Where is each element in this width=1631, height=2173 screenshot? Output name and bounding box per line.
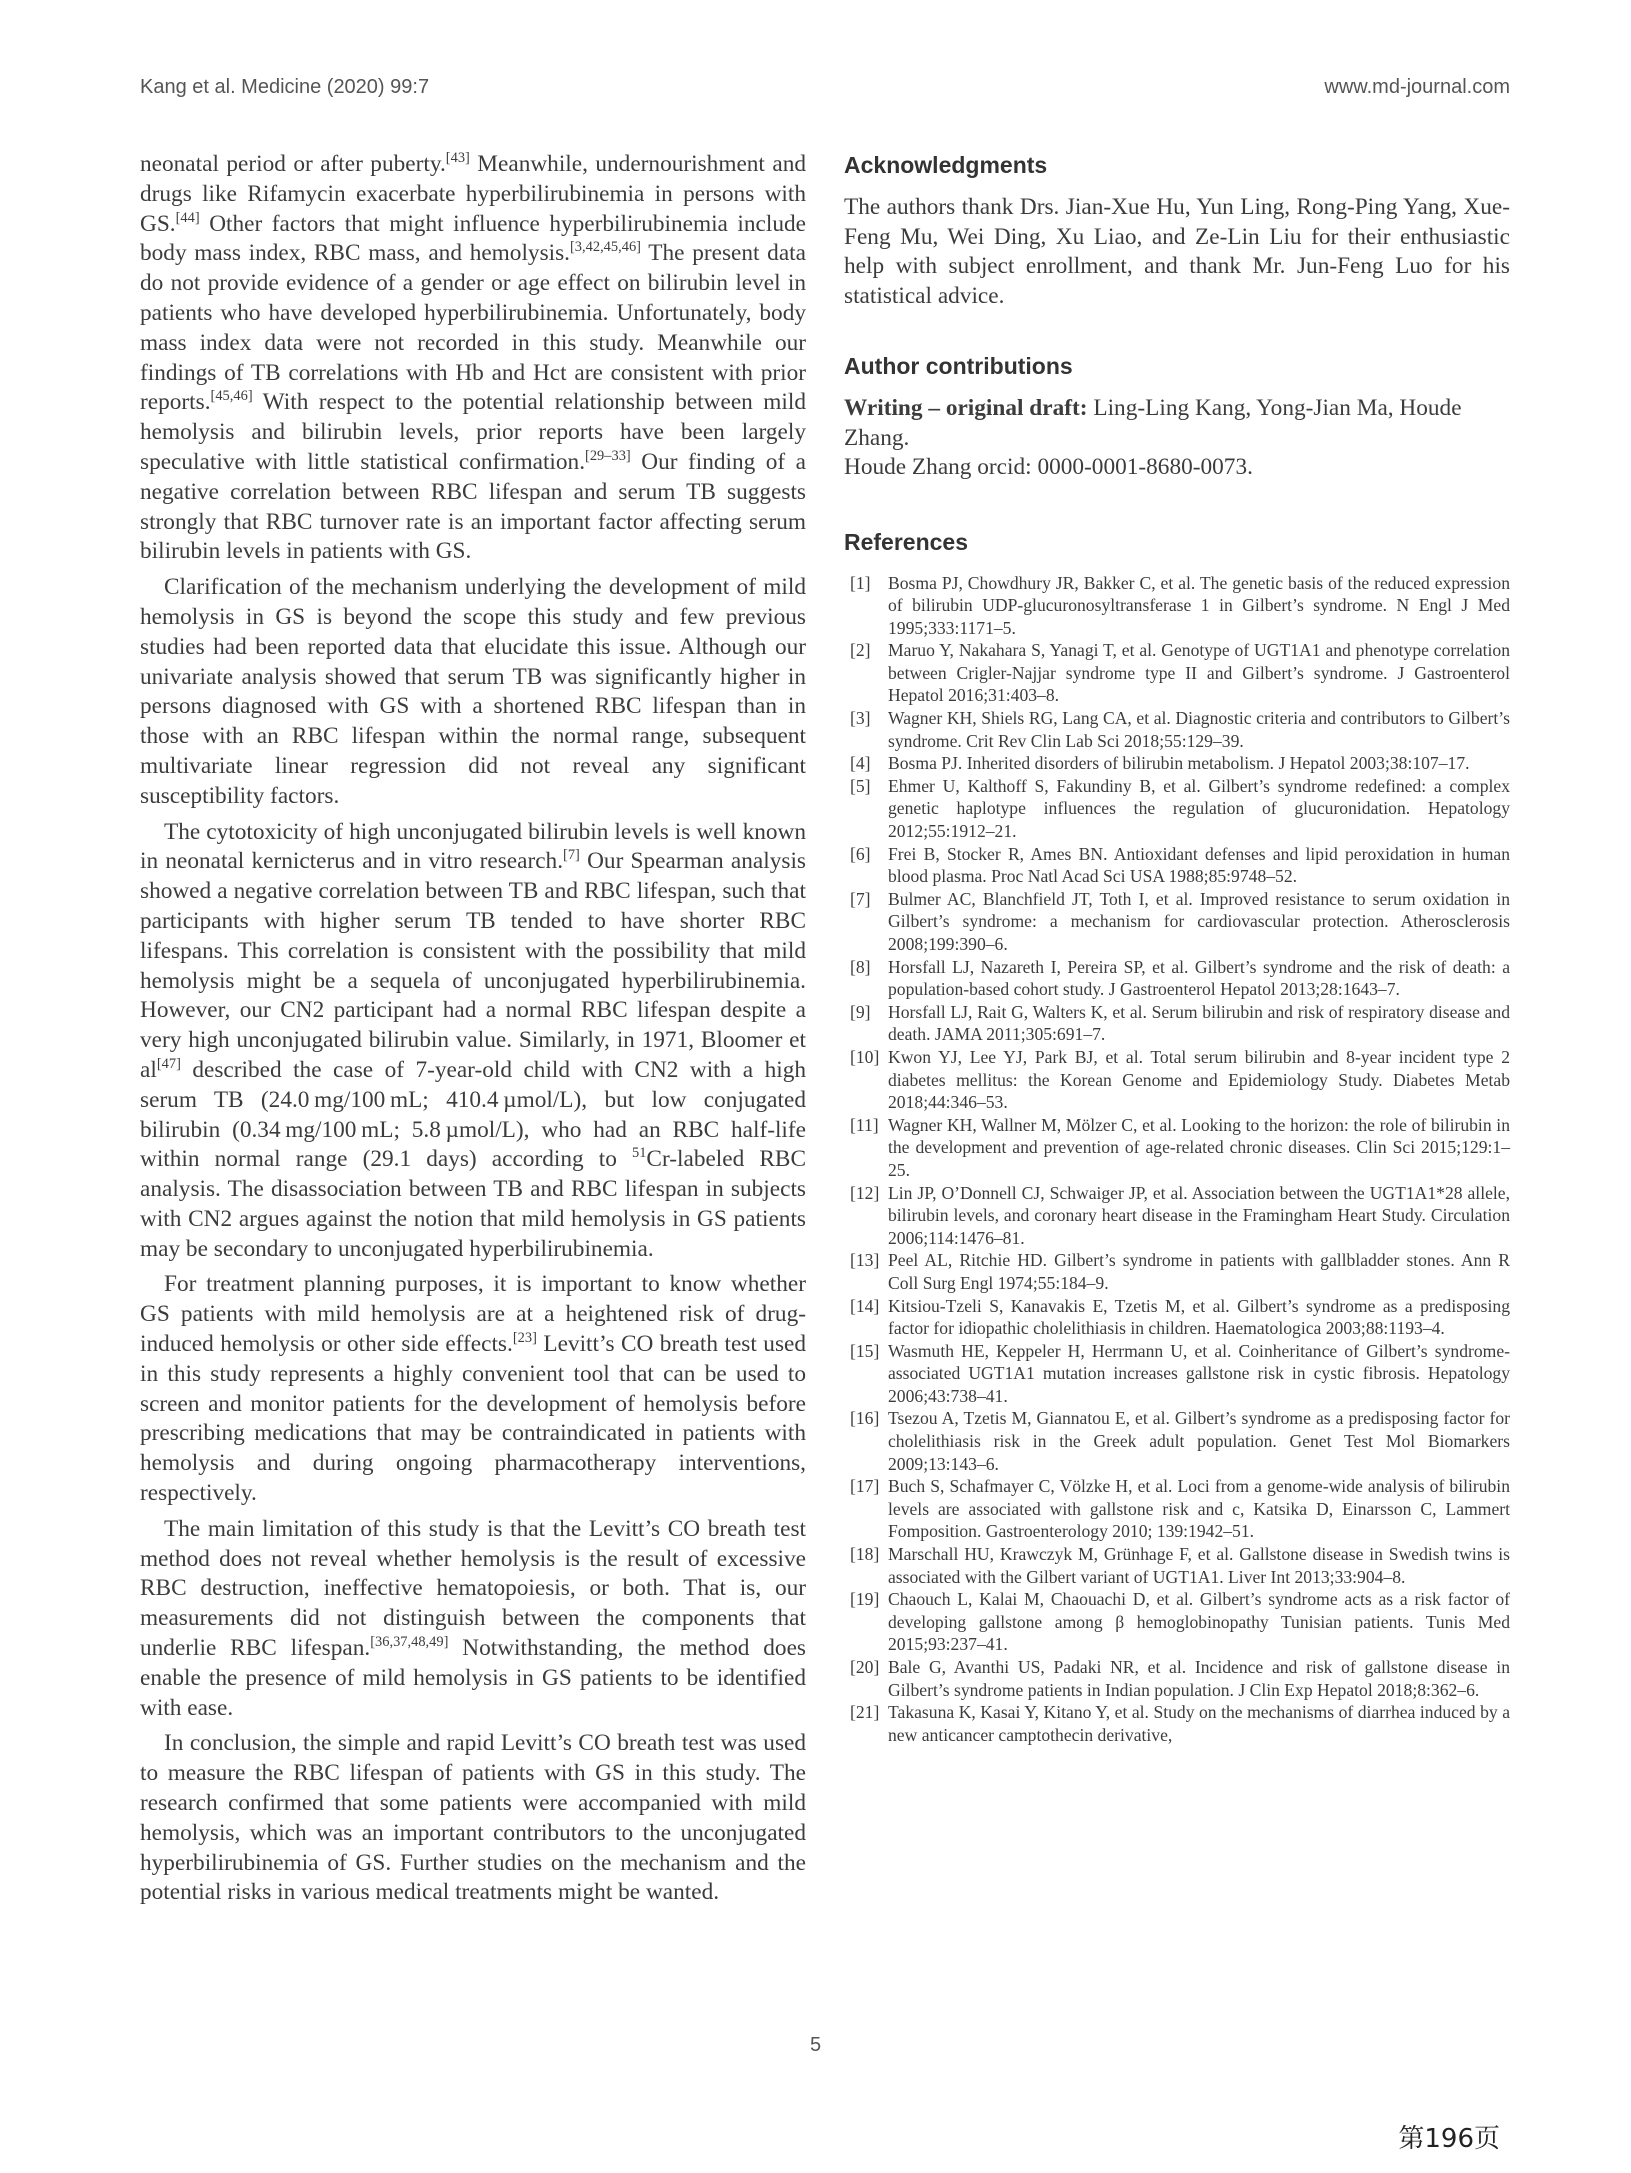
- reference-text: Bale G, Avanthi US, Padaki NR, et al. Incidence and risk of gallstone disease in Gilbert’s syndrome patients in Indian population. J Clin Exp Hepatol 2018;8:362–6.: [888, 1657, 1510, 1700]
- body-paragraph: [140, 1729, 806, 1908]
- reference-number: [9]: [850, 1001, 871, 1022]
- reference-number: [19]: [850, 1589, 880, 1610]
- reference-item: [844, 1182, 1510, 1250]
- citation-superscript[interactable]: 51: [631, 1145, 647, 1162]
- reference-item: [844, 843, 1510, 888]
- citation-superscript[interactable]: [3,42,45,46]: [570, 239, 641, 256]
- reference-item: [844, 775, 1510, 843]
- role-names: Ling-Ling Kang, Yong-Jian Ma, Houde Zhang.: [844, 395, 1462, 451]
- body-paragraph: [140, 573, 806, 811]
- text-run: Other factors that might influence hyperbilirubinemia include body mass index, RBC mass, and hemolysis.: [140, 210, 806, 267]
- reference-text: Bulmer AC, Blanchfield JT, Toth I, et al. Improved resistance to serum oxidation in Gilbert’s syndrome: a mechanism for cardiovascular protection. Atherosclerosis 2008;199:390–6.: [888, 888, 1510, 954]
- reference-text: Horsfall LJ, Rait G, Walters K, et al. Serum bilirubin and risk of respiratory disease and death. JAMA 2011;305:691–7.: [888, 1001, 1510, 1045]
- reference-number: [20]: [850, 1657, 880, 1677]
- reference-item: [844, 639, 1510, 707]
- reference-text: Buch S, Schafmayer C, Völzke H, et al. Loci from a genome-wide analysis of bilirubin levels are associated with gallstone risk and c, Katsika D, Einarsson C, Lammert Fomposition. Gastroenterology 2010; 139:1942–51.: [888, 1476, 1510, 1542]
- reference-number: [6]: [850, 843, 871, 864]
- citation-superscript[interactable]: [23]: [512, 1330, 537, 1347]
- citation-superscript[interactable]: [7]: [563, 847, 580, 864]
- reference-number: [5]: [850, 775, 871, 796]
- reference-number: [4]: [850, 753, 871, 774]
- orcid-line: Houde Zhang orcid: 0000-0001-8680-0073.: [844, 454, 1253, 480]
- reference-number: [15]: [850, 1340, 880, 1361]
- reference-text: Horsfall LJ, Nazareth I, Pereira SP, et al. Gilbert’s syndrome and the risk of death: a population-based cohort study. J Gastroenterol Hepatol 2013;28:1643–7.: [888, 956, 1510, 1000]
- reference-item: [844, 707, 1510, 752]
- reference-text: Chaouch L, Kalai M, Chaouachi D, et al. Gilbert’s syndrome acts as a risk factor of developing gallstone among β hemoglobinopathy Tunisian patients. Tunis Med 2015;93:237–41.: [888, 1589, 1510, 1655]
- role-label: Writing – original draft:: [844, 395, 1088, 421]
- author-contributions-heading: Author contributions: [844, 353, 1073, 379]
- text-run: With respect to the potential relationship between mild hemolysis and bilirubin levels, prior reports have been largely speculative with little statistical confirmation.: [140, 389, 806, 475]
- reference-number: [1]: [850, 572, 871, 593]
- reference-number: [11]: [850, 1114, 879, 1135]
- reference-text: Frei B, Stocker R, Ames BN. Antioxidant defenses and lipid peroxidation in human blood plasma. Proc Natl Acad Sci USA 1988;85:9748–52.: [888, 843, 1510, 887]
- reference-number: [18]: [850, 1544, 880, 1565]
- reference-text: Kwon YJ, Lee YJ, Park BJ, et al. Total serum bilirubin and 8-year incident type 2 diabetes mellitus: the Korean Genome and Epidemiology Study. Diabetes Metab 2018;44:346–53.: [888, 1046, 1510, 1113]
- citation-superscript[interactable]: [29–33]: [585, 448, 631, 465]
- text-run: Meanwhile, undernourishment and drugs like Rifamycin exacerbate hyperbilirubinemia in persons with GS.: [140, 151, 806, 237]
- body-text-column: [140, 150, 806, 1908]
- reference-text: Kitsiou-Tzeli S, Kanavakis E, Tzetis M, et al. Gilbert’s syndrome as a predisposing factor for idiopathic cholelithiasis in children. Haematologica 2003;88:1193–4.: [888, 1295, 1510, 1339]
- reference-item: [844, 1701, 1510, 1746]
- reference-number: [2]: [850, 640, 871, 661]
- reference-text: Wagner KH, Shiels RG, Lang CA, et al. Diagnostic criteria and contributors to Gilbert’s syndrome. Crit Rev Clin Lab Sci 2018;55:129–39.: [888, 708, 1510, 751]
- text-run: Cr-labeled RBC analysis. The disassociation between TB and RBC lifespan in subjects with CN2 argues against the notion that mild hemolysis in GS patients may be secondary to unconjugated hyperbilirubinemia.: [140, 1146, 806, 1262]
- page-number: 5: [809, 2034, 822, 2056]
- reference-item: [844, 1046, 1510, 1114]
- reference-text: Lin JP, O’Donnell CJ, Schwaiger JP, et al. Association between the UGT1A1*28 allele, bilirubin levels, and coronary heart disease in the Framingham Heart Study. Circulation 2006;114:1476–81.: [888, 1182, 1510, 1248]
- reference-item: [844, 1295, 1510, 1340]
- body-paragraph: [140, 818, 806, 1265]
- text-run: The main limitation of this study is that the Levitt’s CO breath test method does not reveal whether hemolysis is the result of excessive RBC destruction, ineffective hematopoiesis, or both. That is, our measurements did not distinguish between the components that underlie RBC lifespan.: [140, 1515, 806, 1662]
- reference-item: [844, 1114, 1510, 1182]
- reference-number: [21]: [850, 1702, 880, 1723]
- acknowledgments-text: The authors thank Drs. Jian-Xue Hu, Yun Ling, Rong-Ping Yang, Xue-Feng Mu, Wei Ding, Xu Liao, and Ze-Lin Liu for their enthusiastic help with subject enrollment, and thank Mr. Jun-Feng Luo for his statistical advice.: [844, 194, 1510, 309]
- reference-item: [844, 956, 1510, 1001]
- running-header-citation: Kang et al. Medicine (2020) 99:7: [140, 76, 430, 98]
- citation-superscript[interactable]: [47]: [156, 1055, 181, 1072]
- reference-number: [8]: [850, 956, 871, 977]
- reference-item: [844, 1588, 1510, 1656]
- author-contribution-role: [844, 394, 1510, 453]
- reference-number: [7]: [850, 888, 871, 909]
- reference-number: [12]: [850, 1182, 880, 1203]
- reference-item: [844, 572, 1510, 640]
- back-matter-column: [844, 152, 1510, 1746]
- text-run: The present data do not provide evidence of a gender or age effect on bilirubin level in patients who have developed hyperbilirubinemia. Unfortunately, body mass index data were not recorded in this study. Meanwhile our findings of TB correlations with Hb and Hct are consistent with prior reports.: [140, 240, 806, 416]
- text-run: Clarification of the mechanism underlying the development of mild hemolysis in GS is beyond the scope this study and few previous studies had been reported data that elucidate this issue. Although our univariate analysis showed that serum TB was significantly higher in persons diagnosed with GS with a shortened RBC lifespan than in those with an RBC lifespan within the normal range, subsequent multivariate linear regression did not reveal any significant susceptibility factors.: [140, 574, 806, 809]
- reference-item: [844, 1249, 1510, 1294]
- citation-superscript[interactable]: [44]: [175, 209, 200, 226]
- author-contributions-block: [844, 394, 1510, 483]
- reference-text: Peel AL, Ritchie HD. Gilbert’s syndrome in patients with gallbladder stones. Ann R Coll Surg Engl 1974;55:184–9.: [888, 1250, 1510, 1293]
- body-paragraph: [140, 1515, 806, 1724]
- reference-number: [3]: [850, 708, 871, 729]
- reference-item: [844, 1475, 1510, 1543]
- reference-item: [844, 1001, 1510, 1046]
- citation-superscript[interactable]: [43]: [445, 150, 470, 167]
- text-run: In conclusion, the simple and rapid Levitt’s CO breath test was used to measure the RBC lifespan of patients with GS in this study. The research confirmed that some patients were accompanied with mild hemolysis, which was an important contributors to the unconjugated hyperbilirubinemia of GS. Further studies on the mechanism and the potential risks in various medical treatments might be wanted.: [140, 1730, 806, 1906]
- reference-text: Maruo Y, Nakahara S, Yanagi T, et al. Genotype of UGT1A1 and phenotype correlation between Crigler-Najjar syndrome type II and Gilbert’s syndrome. J Gastroenterol Hepatol 2016;31:403–8.: [888, 640, 1510, 706]
- reference-text: Takasuna K, Kasai Y, Kitano Y, et al. Study on the mechanisms of diarrhea induced by a new anticancer camptothecin derivative,: [888, 1702, 1510, 1745]
- acknowledgments-heading: Acknowledgments: [844, 152, 1048, 178]
- reference-item: [844, 1543, 1510, 1588]
- body-paragraph: [140, 150, 806, 567]
- text-run: Our finding of a negative correlation between RBC lifespan and serum TB suggests strongly that RBC turnover rate is an important factor affecting serum bilirubin levels in patients with GS.: [140, 448, 806, 565]
- citation-superscript[interactable]: [36,37,48,49]: [370, 1634, 449, 1651]
- references-heading: References: [844, 528, 969, 555]
- reference-number: [10]: [850, 1046, 880, 1067]
- reference-item: [844, 1340, 1510, 1408]
- reference-text: Ehmer U, Kalthoff S, Fakundiny B, et al. Gilbert’s syndrome redefined: a complex genetic haplotype influences the regulation of glucuronidation. Hepatology 2012;55:1912–21.: [888, 775, 1510, 842]
- reference-text: Wagner KH, Wallner M, Mölzer C, et al. Looking to the horizon: the role of bilirubin in the development and prevention of age-related chronic diseases. Clin Sci 2015;129:1–25.: [888, 1114, 1510, 1180]
- reference-item: [844, 1407, 1510, 1475]
- reference-item: [844, 1656, 1510, 1701]
- references-list: [844, 572, 1510, 1747]
- running-header-url[interactable]: www.md-journal.com: [1324, 76, 1510, 98]
- reference-text: Wasmuth HE, Keppeler H, Herrmann U, et al. Coinheritance of Gilbert’s syndrome-associated UGT1A1 mutation increases gallstone risk in cystic fibrosis. Hepatology 2006;43:738–41.: [888, 1340, 1510, 1406]
- text-run: Notwithstanding, the method does enable the presence of mild hemolysis in GS patients to be identified with ease.: [140, 1635, 806, 1721]
- citation-superscript[interactable]: [45,46]: [210, 388, 253, 405]
- page-stamp: 第196页: [1398, 2124, 1500, 2154]
- text-run: For treatment planning purposes, it is important to know whether GS patients with mild hemolysis are at a heightened risk of drug-induced hemolysis or other side effects.: [140, 1271, 806, 1358]
- reference-number: [14]: [850, 1295, 880, 1316]
- reference-number: [16]: [850, 1408, 880, 1429]
- reference-text: Bosma PJ, Chowdhury JR, Bakker C, et al. The genetic basis of the reduced expression of bilirubin UDP-glucuronosyltransferase 1 in Gilbert’s syndrome. N Engl J Med 1995;333:1171–5.: [888, 572, 1510, 638]
- text-run: neonatal period or after puberty.: [140, 151, 446, 177]
- text-run: Our Spearman analysis showed a negative correlation between TB and RBC lifespan, such that participants with higher serum TB tended to have shorter RBC lifespans. This correlation is consistent with the possibility that mild hemolysis might be a sequela of unconjugated hyperbilirubinemia. However, our CN2 participant had a normal RBC lifespan despite a very high unconjugated bilirubin value. Similarly, in 1971, Bloomer et al: [140, 848, 806, 1083]
- reference-number: [13]: [850, 1250, 880, 1271]
- reference-item: [844, 752, 1510, 775]
- reference-item: [844, 888, 1510, 956]
- reference-text: Tsezou A, Tzetis M, Giannatou E, et al. Gilbert’s syndrome as a predisposing factor for cholelithiasis risk in the Greek adult population. Genet Test Mol Biomarkers 2009;13:143–6.: [888, 1408, 1510, 1474]
- text-run: Levitt’s CO breath test used in this study represents a highly convenient tool that can be used to screen and monitor patients for the development of hemolysis before prescribing medications that may be contraindicated in patients with hemolysis and during ongoing pharmacotherapy interventions, respectively.: [140, 1331, 806, 1507]
- reference-number: [17]: [850, 1476, 880, 1497]
- reference-text: Marschall HU, Krawczyk M, Grünhage F, et al. Gallstone disease in Swedish twins is associated with the Gilbert variant of UGT1A1. Liver Int 2013;33:904–8.: [888, 1544, 1510, 1587]
- body-paragraph: [140, 1270, 806, 1508]
- text-run: described the case of 7-year-old child with CN2 with a high serum TB (24.0 mg/100 mL; 410.4 µmol/L), but low conjugated bilirubin (0.34 mg/100 mL; 5.8 µmol/L), who had an RBC half-life within normal range (29.1 days) according to: [140, 1056, 806, 1173]
- text-run: The cytotoxicity of high unconjugated bilirubin levels is well known in neonatal kernicterus and in vitro research.: [140, 818, 806, 875]
- reference-text: Bosma PJ. Inherited disorders of bilirubin metabolism. J Hepatol 2003;38:107–17.: [888, 753, 1470, 774]
